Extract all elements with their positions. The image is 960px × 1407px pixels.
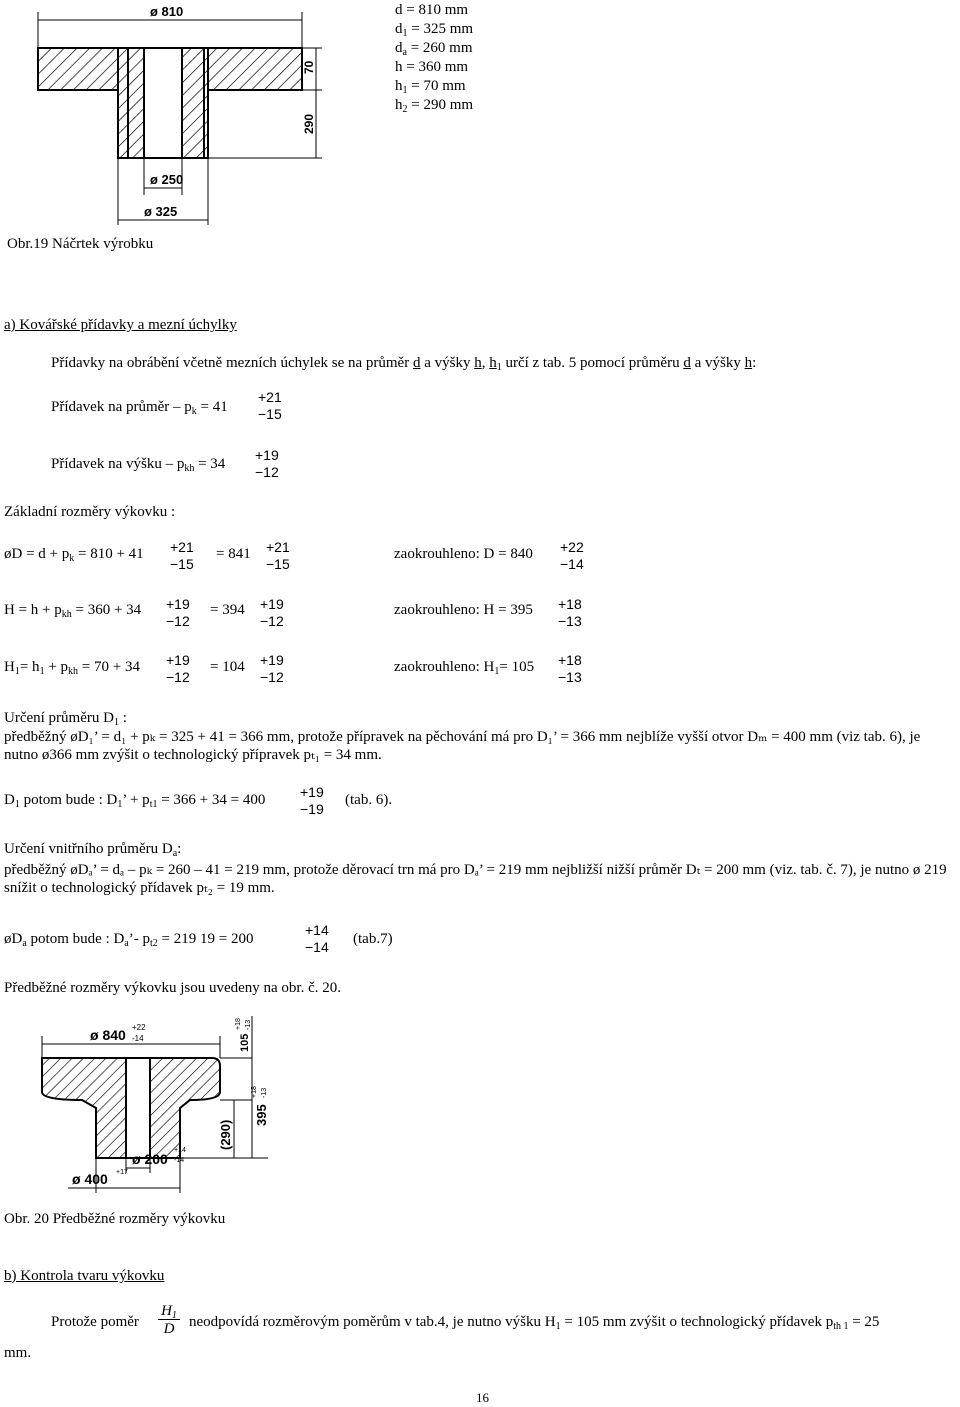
dim-290: 290 (302, 113, 316, 134)
calc-row-h-mid: = 394 (210, 602, 245, 618)
calc-row-h-tol2: +19 −12 (260, 596, 284, 629)
ratio-fraction (158, 1303, 180, 1338)
section-b-title: b) Kontrola tvaru výkovku (4, 1268, 165, 1284)
dim-105: 105 (239, 1033, 251, 1052)
da-final-ref: (tab.7) (353, 931, 393, 947)
dim-810: ø 810 (150, 4, 184, 19)
dim-840-dn: -14 (132, 1034, 144, 1043)
dim-70: 70 (302, 60, 316, 74)
spec-h1: $h_1 = 70$ mm (395, 78, 466, 96)
calc-row-h1-tol3: +18 −13 (558, 652, 582, 685)
ratio-numerator: $H_1$ (158, 1303, 180, 1320)
dim-200-dn: -14 (174, 1157, 185, 1164)
calc-row-d-rounded: zaokrouhleno: D = 840 (394, 546, 533, 562)
dim-395: 395 (254, 1104, 269, 1126)
figure-19-caption: Obr.19 Náčrtek výrobku (7, 236, 154, 252)
dim-105-up: +18 (235, 1018, 242, 1030)
calc-row-d-tol2: +21 −15 (266, 539, 290, 572)
figure-20-drawing (20, 1008, 280, 1208)
d1-final-ref: (tab. 6). (345, 792, 393, 808)
dim-105-dn: -13 (245, 1019, 252, 1030)
dim-840: ø 840 (90, 1027, 126, 1043)
section-a-title: a) Kovářské přídavky a mezní úchylky (4, 317, 237, 333)
dim-395-up: +18 (251, 1086, 258, 1098)
dim-325: ø 325 (144, 204, 178, 219)
calc-row-d-tol3: +22 −14 (560, 539, 584, 572)
allowance-height: Přídavek na výšku – $p_{kh} = 34$ (51, 456, 226, 474)
dim-840-up: +22 (132, 1023, 146, 1032)
calc-row-d: øD = $d + p_k = 810 + 41$ (4, 546, 144, 564)
dim-250: ø 250 (150, 172, 184, 187)
ratio-denominator: D (163, 1321, 175, 1337)
dim-400-up: +17 (116, 1169, 128, 1176)
calc-row-h: $H = h + p_{kh} = 360 + 34$ (4, 602, 142, 620)
d1-paragraph: předběžný øD₁’ = d₁ + pₖ = 325 + 41 = 366 mm, protože přípravek na pěchování má pro D₁’ = 366 mm nejblíže vyšší otvor Dₘ = 400 mm (viz tab. 6), je nutno ø366 mm zvýšit o technologický přípravek pₜ₁ = 34 mm. (4, 729, 921, 763)
basic-dimensions-title: Základní rozměry výkovku : (4, 504, 176, 520)
da-final-tolerance: +14 −14 (305, 922, 329, 955)
calc-row-h-tol3: +18 −13 (558, 596, 582, 629)
calc-row-h-rounded: zaokrouhleno: H = 395 (394, 602, 533, 618)
calc-row-h1-tol2: +19 −12 (260, 652, 284, 685)
dim-200: ø 200 (132, 1151, 168, 1167)
figure-19-drawing (10, 0, 340, 228)
d1-title: Určení průměru $D_1$ : (4, 710, 127, 728)
spec-h: h = 360 mm (395, 59, 469, 75)
calc-row-h1-mid: = 104 (210, 659, 245, 675)
calc-row-d-mid: = 841 (216, 546, 251, 562)
d1-final: $D_1$ potom bude : $D_1$’ + $p_{t1} = 366 + 34 = 400$ (4, 792, 266, 810)
calc-row-d-tol1: +21 −15 (170, 539, 194, 572)
figure-20-caption: Obr. 20 Předběžné rozměry výkovku (4, 1211, 226, 1227)
allowance-height-tolerance: +19 −12 (255, 447, 279, 480)
allowance-diameter: Přídavek na průměr – $p_k = 41$ (51, 399, 228, 417)
spec-h2: $h_2 = 290$ mm (395, 97, 474, 115)
spec-d: d = 810 mm (395, 2, 469, 18)
shape-check-text-b: neodpovídá rozměrovým poměrům v tab.4, je nutno výšku $H_1 = 105$ mm zvýšit o technologický přídavek $p_{th 1} = 25$ (189, 1314, 880, 1332)
preliminary-dimensions-note: Předběžné rozměry výkovku jsou uvedeny na obr. č. 20. (4, 980, 341, 996)
da-title: Určení vnitřního průměru $D_a$: (4, 841, 182, 859)
calc-row-h1: $H_1= h_1 + p_{kh} = 70 + 34$ (4, 659, 140, 677)
calc-row-h1-rounded: zaokrouhleno: $H_1= 105$ (394, 659, 535, 677)
allowance-diameter-tolerance: +21 −15 (258, 389, 282, 422)
dim-200-up: +14 (174, 1147, 186, 1154)
spec-d1: $d_1 = 325$ mm (395, 21, 474, 39)
shape-check-text-e: mm. (4, 1345, 32, 1361)
calc-row-h1-tol1: +19 −12 (166, 652, 190, 685)
da-paragraph: předběžný øDₐ’ = dₐ – pₖ = 260 – 41 = 219 mm, protože děrovací trn má pro Dₐ’ = 219 mm nejbližší nižší průměr Dₜ = 200 mm (viz. tab. č. 7), je nutno ø 219 snížit o technologický přídavek pₜ₂ = 19 mm. (4, 862, 947, 896)
d1-final-tolerance: +19 −19 (300, 784, 324, 817)
shape-check-text-a: Protože poměr (51, 1314, 139, 1330)
da-final: $øD_a$ potom bude : $D_a’-$ $p_{t2} = 219$ 19 = 200 (4, 931, 254, 949)
calc-row-h-tol1: +19 −12 (166, 596, 190, 629)
page-number: 16 (476, 1390, 489, 1405)
dim-395-dn: -13 (261, 1087, 268, 1098)
dim-290: (290) (218, 1119, 233, 1150)
intro-paragraph: Přídavky na obrábění včetně mezních úchylek se na průměr d a výšky h, $h_1$ určí z tab. 5 pomocí průměru d a výšky h: (51, 355, 757, 373)
spec-da: $d_a = 260$ mm (395, 40, 473, 58)
dim-400: ø 400 (72, 1171, 108, 1187)
